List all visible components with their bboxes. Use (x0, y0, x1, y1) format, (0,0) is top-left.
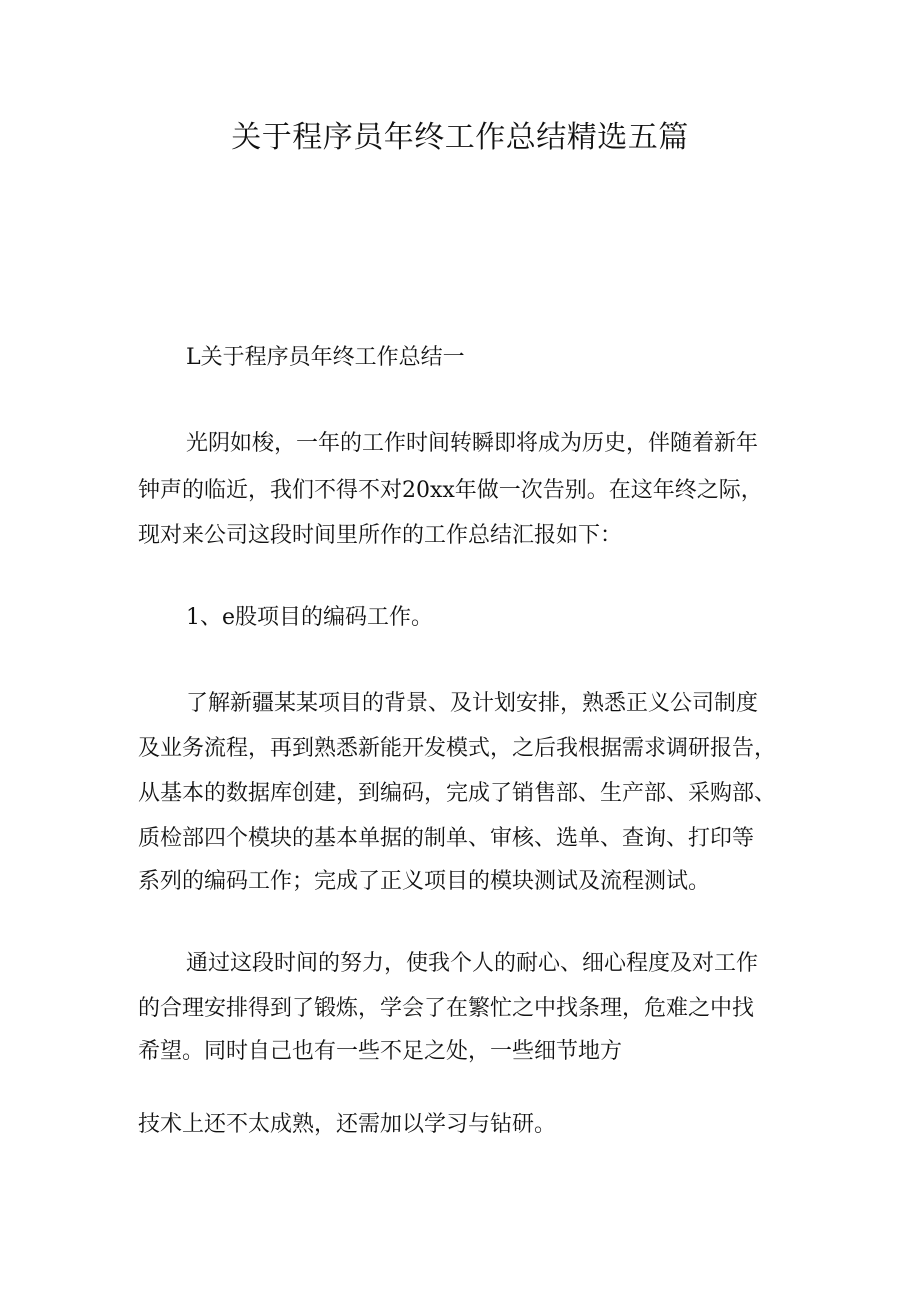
paragraph-line: 通过这段时间的努力，使我个人的耐心、细心程度及对工作 (186, 951, 759, 976)
paragraph-line: 现对来公司这段时间里所作的工作总结汇报如下： (138, 523, 623, 548)
paragraph-line: 的合理安排得到了锻炼，学会了在繁忙之中找条理，危难之中找 (138, 996, 755, 1021)
item-heading: 1、e股项目的编码工作。 (186, 605, 434, 630)
paragraph-line: 从基本的数据库创建，到编码，完成了销售部、生产部、采购部、 (138, 781, 777, 806)
paragraph-line: 了解新疆某某项目的背景、及计划安排，熟悉正义公司制度 (186, 691, 759, 716)
section-heading: L关于程序员年终工作总结一 (186, 345, 465, 370)
paragraph-line: 质检部四个模块的基本单据的制单、审核、选单、查询、打印等 (138, 826, 755, 851)
paragraph-line: 钟声的临近，我们不得不对20xx年做一次告别。在这年终之际， (138, 478, 763, 503)
paragraph-line: 技术上还不太成熟，还需加以学习与钻研。 (138, 1112, 557, 1137)
paragraph-line: 系列的编码工作；完成了正义项目的模块测试及流程测试。 (138, 869, 711, 894)
document-title: 关于程序员年终工作总结精选五篇 (231, 120, 689, 155)
paragraph-line: 希望。同时自己也有一些不足之处，一些细节地方 (138, 1039, 623, 1064)
paragraph-line: 光阴如梭，一年的工作时间转瞬即将成为历史，伴随着新年 (186, 431, 759, 456)
paragraph-line: 及业务流程，再到熟悉新能开发模式，之后我根据需求调研报告， (138, 736, 777, 761)
